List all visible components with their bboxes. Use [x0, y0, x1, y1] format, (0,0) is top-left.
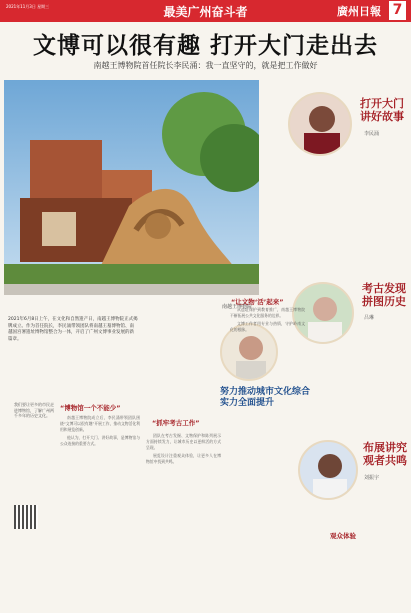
pull-quote: 我们要让更多的市民走进博物馆，了解广州两千多年的历史文化。 [14, 402, 54, 418]
section-title: 最美广州奋斗者 [163, 5, 248, 19]
museum-photo [4, 80, 259, 295]
issue-date: 2021年11月3日 星期三 [6, 4, 50, 9]
article-column-left: 南越王博物院成立后，李民涌带领团队围绕“文博可以很有趣”开展工作，推动文物活化利用和展览创新。 他认为，打开大门、讲好故事，是博物馆与公众连接的重要方式。 [60, 415, 140, 446]
sidebar-byline-1: 李民涌 [364, 131, 380, 137]
sidebar-title-1: 打开大门讲好故事 [360, 97, 404, 123]
article-column-mid: 团队在考古发掘、文物保护和陈列展示方面持续发力，让城市历史以更鲜活的方式呈现。 展览设计注重观众体验，让更多人在博物馆中找到共鸣。 [146, 433, 221, 464]
qr-code [14, 505, 38, 529]
sidebar-byline-3: 刘振宇 [364, 475, 380, 481]
subhead-4: 观众体验 [330, 532, 356, 540]
article-intro: 2021年6月8日上午，在文化和自然遗产日，南越王博物院正式揭牌成立。作为首任院长，李民涌带领团队将南越王墓博物馆、南越国宫署遗址博物馆整合为一体，开启了广州文博事业发展的新篇章。 [8, 317, 138, 342]
sidebar-title-3: 布展讲究观者共鸣 [363, 441, 407, 467]
newspaper-logo: 廣州日報 [337, 5, 381, 18]
portrait-liu-zhenyu [298, 440, 358, 500]
subhead-3: “让文物‘活’起来” [231, 298, 284, 306]
portrait-li-minyong [288, 92, 352, 156]
center-block-title: 努力推动城市文化综合实力全面提升 [220, 387, 311, 408]
headline: 文博可以很有趣 打开大门走出去 [32, 32, 378, 59]
sidebar-byline-2: 吕琳 [364, 315, 375, 321]
page-number: 7 [389, 1, 406, 20]
sidebar-title-2: 考古发现拼图历史 [362, 282, 406, 308]
subhead-1: “博物馆一个不能少” [60, 404, 121, 412]
photo-caption: 南越王博物院 [222, 304, 253, 310]
page-header-bar [0, 0, 411, 22]
subhead-2: “抓牢考古工作” [152, 419, 200, 427]
article-column-right: 从遗址保护到教育推广，南越王博物院不断拓展公共文化服务的边界。 文博工作者用专业与热情，守护岭南文化的根脉。 [230, 307, 305, 332]
subheadline: 南越王博物院首任院长李民涌：我一直坚守的，就是把工作做好 [93, 61, 318, 70]
